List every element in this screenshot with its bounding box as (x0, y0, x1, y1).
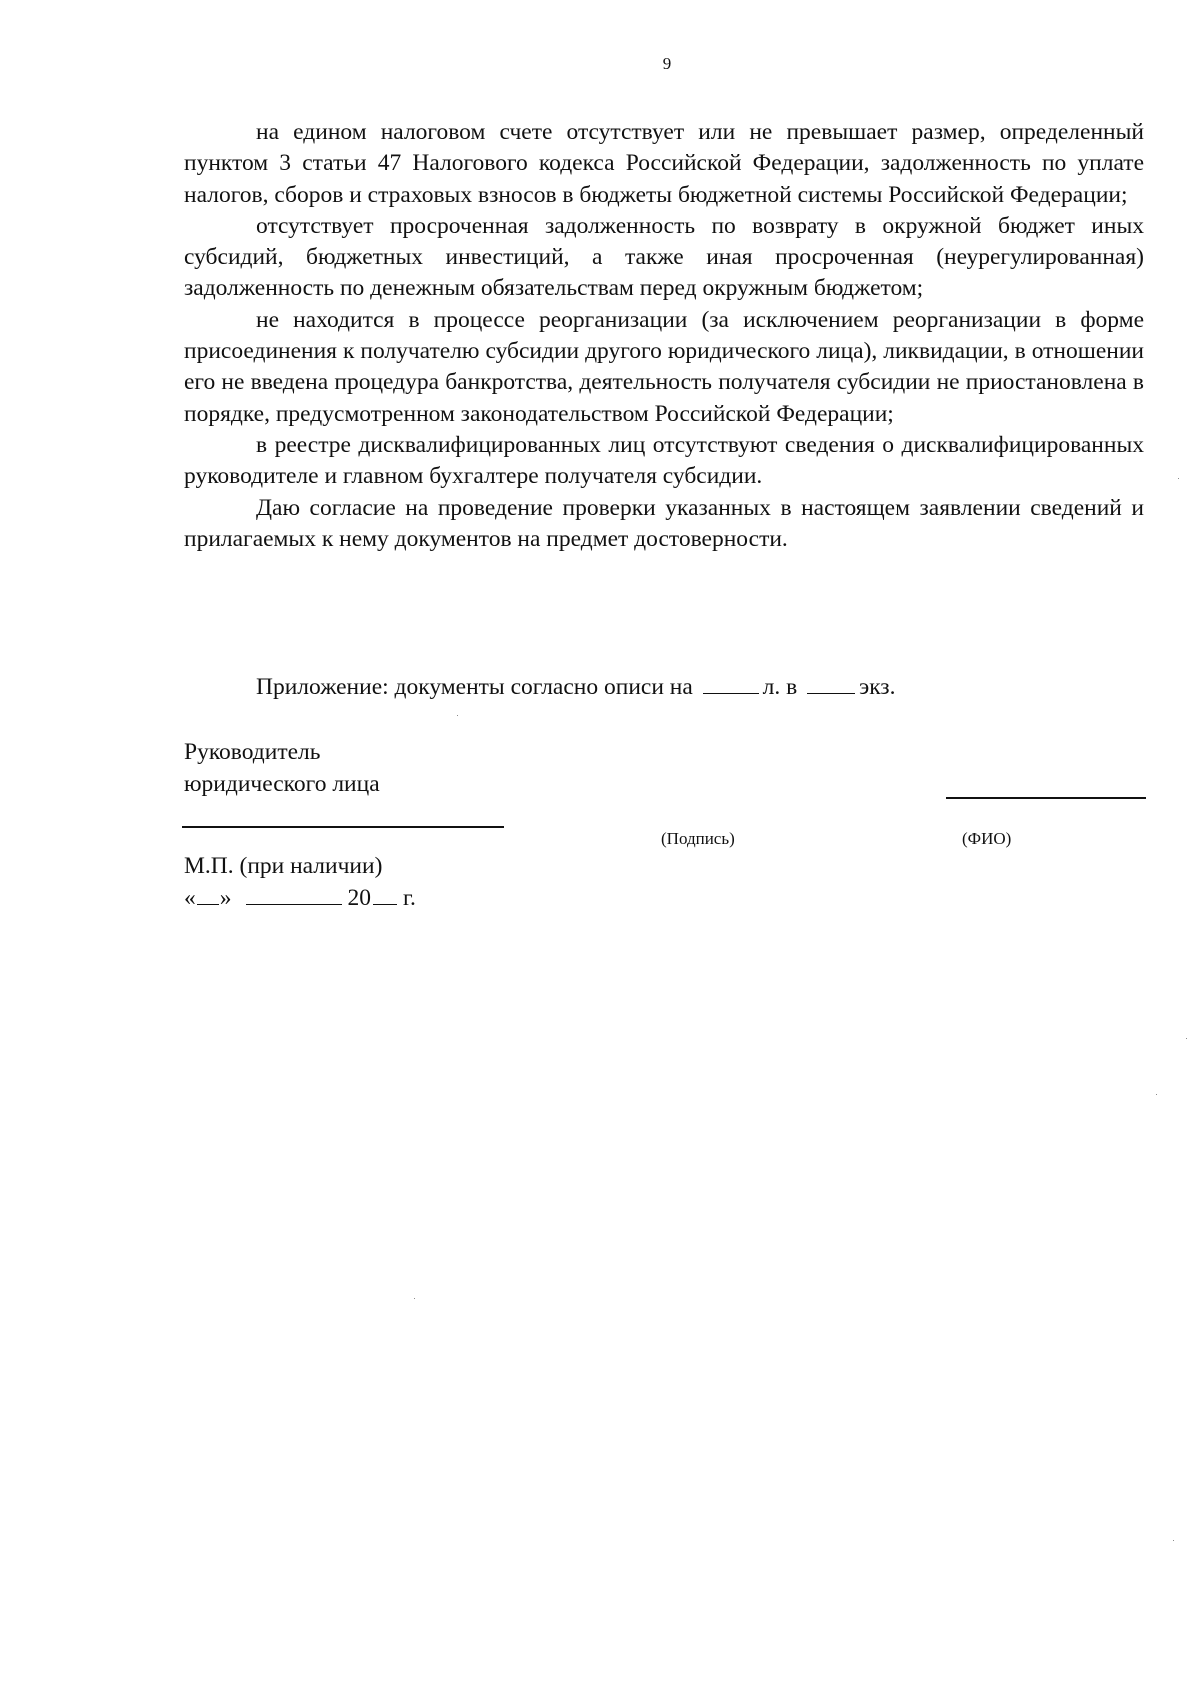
day-blank (197, 886, 219, 905)
paragraph-reorganization: не находится в процессе реорганизации (за исключением реорганизации в форме присоединения к получателю субсидии другого юридического лица), ликвидации, в отношении его не введена процедура банкротства, деятельность получателя субсидии не приостановлена в порядке, предусмотренном законодательством Российской Федерации; (184, 306, 1144, 427)
stamp-label: М.П. (при наличии) (184, 853, 383, 879)
signature-blank-line (182, 826, 504, 828)
head-title-line1: Руководитель (184, 739, 321, 765)
paragraph-disqualified-persons: в реестре дисквалифицированных лиц отсутствуют сведения о дисквалифицированных руководителе и главном бухгалтере получателя субсидии. (184, 431, 1144, 490)
year-suffix: г. (403, 885, 416, 911)
sheets-count-blank (703, 675, 759, 694)
paragraph-tax-debt: на едином налоговом счете отсутствует или не превышает размер, определенный пунктом 3 статьи 47 Налогового кодекса Российской Федерации, задолженность по уплате налогов, сборов и страховых взносов в бюджеты бюджетной системы Российской Федерации; (184, 119, 1144, 208)
month-blank (246, 886, 342, 905)
year-blank (373, 886, 397, 905)
head-title-line2: юридического лица (184, 771, 380, 797)
copies-count-blank (807, 675, 855, 694)
scan-speck (1186, 1038, 1187, 1039)
copies-unit: экз. (859, 674, 896, 700)
full-name-blank-line (946, 797, 1146, 799)
date-line (184, 885, 416, 912)
sheets-unit: л. в (762, 674, 798, 700)
attachment-line (256, 674, 895, 701)
attachment-prefix: Приложение: документы согласно описи на (256, 674, 693, 700)
date-quote-close: » (219, 885, 232, 911)
scan-speck (1178, 478, 1179, 479)
paragraph-consent: Даю согласие на проведение проверки указанных в настоящем заявлении сведений и прилагаемых к нему документов на предмет достоверности. (184, 494, 1144, 552)
scan-speck (1173, 1540, 1174, 1541)
page-number: 9 (662, 54, 672, 73)
signature-caption: (Подпись) (661, 829, 735, 848)
year-prefix: 20 (347, 885, 371, 911)
date-quote-open: « (184, 885, 196, 911)
paragraph-overdue-debt: отсутствует просроченная задолженность по возврату в окружной бюджет иных субсидий, бюджетных инвестиций, а также иная просроченная (неурегулированная) задолженность по денежным обязательствам перед окружным бюджетом; (184, 212, 1144, 302)
document-body (184, 117, 1144, 555)
full-name-caption: (ФИО) (962, 829, 1012, 848)
scan-speck (1156, 1094, 1157, 1095)
scan-speck (457, 715, 458, 716)
scan-speck (414, 1298, 415, 1299)
